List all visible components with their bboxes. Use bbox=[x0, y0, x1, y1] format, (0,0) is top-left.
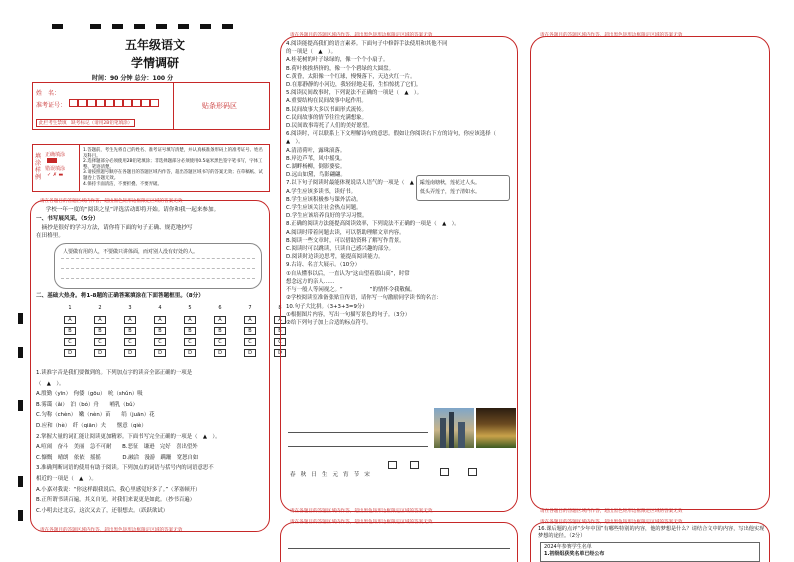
question-line: A.清清荷叶，露珠滚落。 bbox=[286, 147, 346, 154]
answer-warning: 请在各题目的答题区域内作答，超出黑色矩形边框限定区域的答案无效 bbox=[540, 33, 683, 38]
question-line: C.慷慨 晴朗 依依 摇摇 D.融洽 漫游 蹒跚 宽恕自如 bbox=[36, 454, 199, 461]
instructions-box bbox=[32, 144, 270, 192]
question-line: B.正所谓书读百遍，其义自见，对我们来说更是如此。（抄书百遍） bbox=[36, 497, 196, 504]
correct-label: 正确填涂 bbox=[45, 152, 66, 158]
alignment-mark bbox=[18, 400, 23, 411]
question-line: D.应和（hè） 纤（qiān）夫 惬意（qiè） bbox=[36, 422, 147, 429]
question-line: D.学生应该培养良好的学习习惯。 bbox=[286, 213, 368, 220]
answer-warning: 请在各题目的答题区域内作答，超出黑色矩形边框限定区域的答案无效 bbox=[290, 520, 433, 525]
exam-subtitle: 学情调研 bbox=[130, 56, 179, 70]
instruction-list bbox=[83, 148, 267, 187]
q16-text: 16.课后题的点评“少年中国”有哪些特别的内容，他的梦想是什么？请结合文中的内容，写出他实现梦想的途径。（2分） bbox=[538, 526, 765, 539]
barcode-area bbox=[173, 83, 270, 129]
section-1-desc: 在田格里。 bbox=[36, 233, 64, 239]
alignment-mark bbox=[18, 510, 23, 521]
question-line: 2.掌握大量的词汇能让阅读更加精彩。下面书写完全正确的一项是（ ▲ ）。 bbox=[36, 433, 221, 440]
question-line: A.桂花树的叶子绿绿的，像一个个小扇子。 bbox=[286, 57, 389, 64]
wrong-sample: ✓ ✗ ▬ bbox=[47, 172, 64, 178]
instruction-item: 3.请按照题号顺序在各题目的答题区域内作答，超出答题区域书写的答案无效；在草稿纸、试题卷上答题无效。 bbox=[83, 170, 263, 181]
punctuation-box[interactable] bbox=[468, 468, 477, 476]
question-line: C.匀称（chèn） 嫩（nèn）苗 绢（juān）花 bbox=[36, 412, 155, 419]
id-label: 准考证号： bbox=[36, 102, 67, 109]
info-table bbox=[540, 542, 760, 562]
alignment-mark bbox=[134, 24, 145, 29]
alignment-mark bbox=[90, 24, 101, 29]
question-line: D.远山如黛，鸟影翩翩。 bbox=[286, 172, 346, 179]
punctuation-box[interactable] bbox=[388, 461, 397, 469]
question-line: D.阅读时边读边思考，能提高阅读能力。 bbox=[286, 254, 384, 261]
question-line: ②给下列句子加上合适的标点符号。 bbox=[286, 319, 372, 326]
instruction-item: 2.选择题部分必须使用2B铅笔填涂；非选择题部分必须使用0.5毫米黑色签字笔书写，字体工整、笔迹清楚。 bbox=[83, 159, 263, 170]
field-photo bbox=[476, 408, 516, 448]
question-line: C.小明去过北京，这次又去了，还很想去。（跃跃欲试） bbox=[36, 507, 169, 514]
correct-sample bbox=[47, 158, 57, 163]
question-line: A.阅读时带着问题去读，可以帮助理解文章内容。 bbox=[286, 229, 405, 236]
question-line: 3.准确判断词语的使用有助于阅读。下列加点的词语与括号内的词语意思不 bbox=[36, 465, 214, 472]
question-line: 想念远方的亲人…… bbox=[286, 278, 335, 285]
question-line: 4.阅读能提高我们的语言素养。下面句子中修辞手法使用和其他不同 bbox=[286, 41, 448, 47]
punctuation-box[interactable] bbox=[440, 468, 449, 476]
section-2-title: 二、基础大热身。将1-8题的正确答案填涂在下面答题框里。（8分） bbox=[36, 293, 204, 299]
question-line: 10.句子大比拼。（3+3+3=9分） bbox=[286, 303, 368, 310]
alignment-mark bbox=[178, 24, 189, 29]
question-line: A.学生应该多读书，读好书。 bbox=[286, 188, 356, 195]
question-line: 的一项是（ ▲ ）。 bbox=[286, 49, 336, 56]
question-line: 9.古诗、名言大展示。（10分） bbox=[286, 262, 360, 269]
answer-area-middle-2 bbox=[280, 522, 518, 562]
absent-note: 此栏考生禁填 缺考标记（请用2B铅笔填涂） bbox=[36, 119, 135, 127]
question-line: ①根据图片内容，写出一句描写景色的句子。（3分） bbox=[286, 311, 411, 318]
question-line: （ ▲ ）。 bbox=[36, 380, 65, 387]
answer-line[interactable] bbox=[288, 432, 428, 433]
name-label: 姓 名： bbox=[36, 90, 61, 97]
alignment-mark bbox=[112, 24, 123, 29]
alignment-mark bbox=[200, 24, 211, 29]
question-line: C.湖畔杨柳，倒影婆娑。 bbox=[286, 164, 346, 171]
punctuation-row: 春 秋 日 生 元 宵 节 宋 bbox=[290, 472, 370, 478]
section-1-desc: 摘抄是很好的学习方法，请你将下面的句子正确、规范地抄写 bbox=[36, 225, 193, 231]
poem-line: 采莲南塘秋，莲花过人头。 bbox=[420, 180, 481, 186]
answer-warning: 请在各题目的答题区域内作答，超出黑色矩形边框限定区域的答案无效 bbox=[540, 520, 683, 525]
table-row: 1.初级组获奖名单已经公布 bbox=[544, 551, 605, 557]
instruction-item: 1.答题前，考生先将自己的姓名、准考证号填写清楚，并认真核准条形码上的准考证号、姓名及科目。 bbox=[83, 148, 263, 159]
info-box bbox=[32, 82, 270, 130]
question-line: D.民间故事寄托了人们的美好愿望。 bbox=[286, 123, 373, 130]
question-line: C.阅读时可以跳读，只读自己感兴趣的部分。 bbox=[286, 246, 394, 253]
answer-area-right[interactable] bbox=[530, 36, 770, 510]
exam-title: 五年级语文 bbox=[124, 38, 185, 52]
question-line: 不与一般人等闲视之。“ ”的情怀令我敬佩。 bbox=[286, 287, 416, 294]
poem-box bbox=[416, 175, 510, 201]
answer-warning-bottom: 请在各题目的答题区域内作答，超出黑色矩形边框限定区域的答案无效 bbox=[290, 509, 433, 514]
copy-box[interactable] bbox=[54, 243, 262, 289]
answer-warning: 请在各题目的答题区域内作答，超出黑色矩形边框限定区域的答案无效 bbox=[290, 33, 433, 38]
exam-meta: 时间：90 分钟 总分：100 分 bbox=[92, 75, 174, 82]
copy-quote: 人要做有用的人，不要做只讲体面，而对别人没有好处的人。 bbox=[63, 249, 199, 255]
alignment-mark bbox=[222, 24, 233, 29]
alignment-mark bbox=[156, 24, 167, 29]
answer-warning-bottom: 请在各题目的答题区域内作答，超出黑色矩形边框限定区域的答案无效 bbox=[40, 528, 183, 533]
answer-grid[interactable]: 1 2 3 4 5 6 7 8 A A A A A A A A B B B B B B B B C C C C C C C C D D D D D D D D bbox=[64, 305, 286, 357]
question-line: B.荷叶挨挨挤挤的，像一个个碧绿的大圆盘。 bbox=[286, 65, 394, 72]
instruction-item: 4.保持卡面清洁，不要折叠、不要弄破。 bbox=[83, 181, 162, 187]
divider bbox=[79, 145, 80, 191]
alignment-mark bbox=[52, 24, 63, 29]
answer-warning-bottom: 请在各题目的答题区域内作答，超出黑色矩形边框限定区域的答案无效 bbox=[540, 509, 683, 514]
table-title: 2024年参赛学生名单 bbox=[544, 544, 592, 550]
question-line: 7.以下句子阅读时最能体现说话人语气的一项是（ ▲ ）。 bbox=[286, 180, 428, 187]
question-line: A.重要结构在民间故事中起作用。 bbox=[286, 98, 367, 105]
poem-line: 低头弄莲子，莲子清如水。 bbox=[420, 189, 481, 195]
question-line: ②学校阅读室准备张贴宣传语，请你写一句激励同学读书的名言： bbox=[286, 295, 442, 302]
question-line: A.小嘉对我说：“你这样跟我说后，我心里感觉好多了。”（茅塞顿开） bbox=[36, 486, 201, 493]
alignment-mark bbox=[18, 476, 23, 487]
answer-warning: 请在各题目的答题区域内作答，超出黑色矩形边框限定区域的答案无效 bbox=[40, 199, 183, 204]
question-line: B.学生应该积极参与课外活动。 bbox=[286, 196, 362, 203]
city-photo bbox=[434, 408, 474, 448]
question-line: C.黄昏，太阳像一个红球，慢慢落下，天边火红一片。 bbox=[286, 73, 416, 80]
intro-text: 学校一年一度的“阅读之星”评选活动即将开始。请你和我一起来参加。 bbox=[40, 207, 220, 213]
question-line: B.民间故事大多以书面形式流传。 bbox=[286, 106, 367, 113]
question-line: 6.阅读时，可以联系上下文理解诗句的意思。假如让你阅读右下方的诗句，你应该选择（ ▲ ）。 bbox=[286, 131, 502, 146]
wrong-label: 错误填涂 bbox=[45, 166, 66, 172]
question-line: C.学生应该关注社会热点问题。 bbox=[286, 205, 362, 212]
question-line: ①自从懂事以后，一直认为“这山望着那山高”，时常 bbox=[286, 270, 410, 277]
question-line: A.喧闹 奋斗 美丽 急不可耐 B.恶征 谦逊 完好 喜出望外 bbox=[36, 444, 198, 451]
answer-line[interactable] bbox=[288, 548, 510, 549]
question-line: B.岸边芦苇，风中摇曳。 bbox=[286, 155, 346, 162]
alignment-mark bbox=[18, 313, 23, 324]
questions-left bbox=[36, 368, 266, 516]
question-line: 5.阅读民间故事时，下列说法不正确的一项是（ ▲ ）。 bbox=[286, 90, 422, 97]
question-line: 1.读准字音是我们要做到的。下列加点字的读音全部正确的一项是 bbox=[36, 370, 193, 376]
question-line: A.殷勤（yīn） 佝偻（gōu） 吮（shǔn）吸 bbox=[36, 391, 143, 398]
question-line: B.雾霭（ǎi） 泊（bó）舟 哺乳（bǔ） bbox=[36, 401, 138, 408]
question-line: D.在那静静的小河边，我轻轻地走着，生怕惊扰了它们。 bbox=[286, 82, 422, 89]
section-1-title: 一、书写展风采。（5分） bbox=[36, 216, 99, 222]
sample-label: 填涂样例 bbox=[35, 153, 42, 181]
id-grid[interactable] bbox=[69, 99, 159, 107]
barcode-label: 贴条形码区 bbox=[202, 102, 237, 110]
question-line: C.民间故事的情节往往充满想象。 bbox=[286, 114, 367, 121]
question-line: 相近的一项是（ ▲ ）。 bbox=[36, 475, 97, 482]
answer-line[interactable] bbox=[288, 446, 428, 447]
question-line: 8.正确的阅读方法能提高阅读效率，下列说法不正确的一项是（ ▲ ）。 bbox=[286, 221, 460, 228]
alignment-mark bbox=[18, 347, 23, 358]
punctuation-box[interactable] bbox=[410, 461, 419, 469]
question-line: B.阅读一些文章时，可以借助资料了解写作背景。 bbox=[286, 237, 405, 244]
